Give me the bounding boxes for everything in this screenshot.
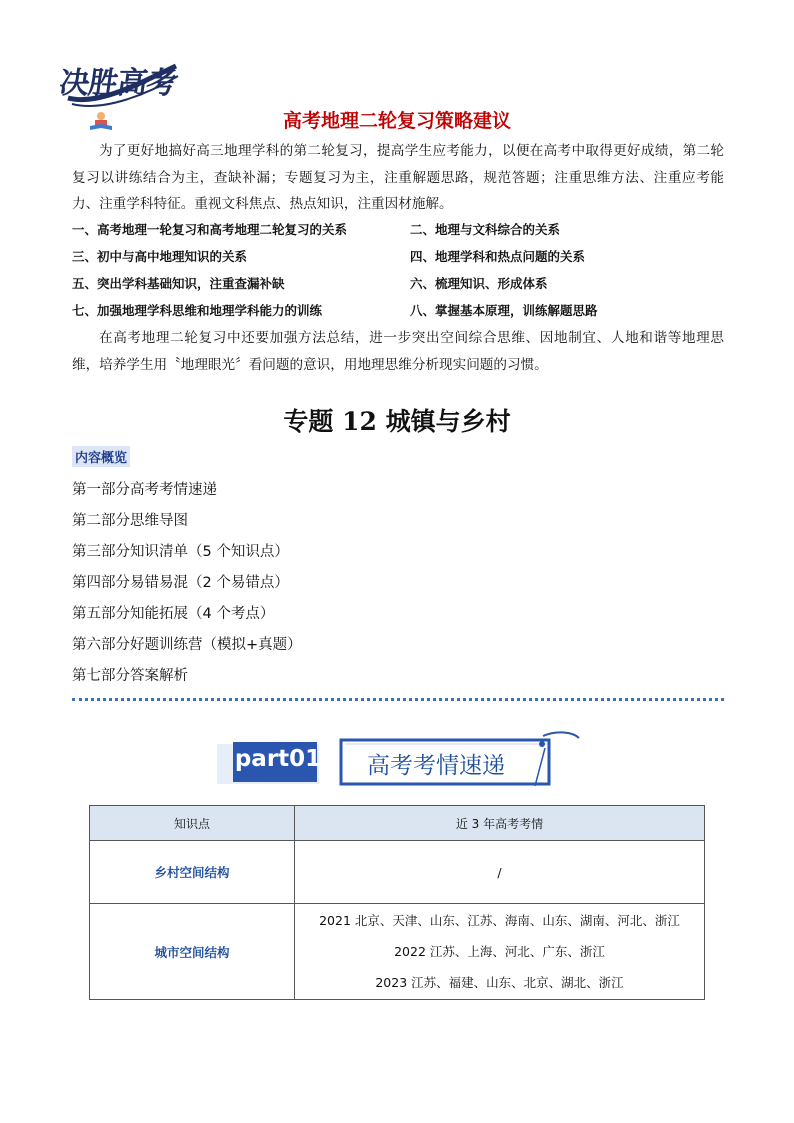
topic-title: 专题 12 城镇与乡村 (283, 407, 511, 436)
advice-intro: 为了更好地搞好高三地理学科的第二轮复习，提高学生应考能力，以便在高考中取得更好成绩，第二轮复习以讲练结合为主，查缺补漏；专题复习为主，注重解题思路，规范答题；注重思维方法、注重应考能力、注重学科特征。重视文科焦点、热点知识，注重因材施解。 (72, 143, 724, 212)
part-item[interactable]: 第一部分高考考情速递 (72, 482, 217, 498)
part-item[interactable]: 第四部分易错易混（2 个易错点） (72, 575, 289, 591)
advice-point: 五、突出学科基础知识，注重查漏补缺 (72, 276, 285, 291)
part-item[interactable]: 第五部分知能拓展（4 个考点） (72, 606, 275, 622)
exam-table (89, 805, 705, 1000)
logo-name: 决胜高考 (57, 66, 178, 101)
table-row (90, 904, 705, 1000)
advice-point-row (72, 297, 732, 324)
table-header-row (90, 806, 705, 841)
advice-point: 三、初中与高中地理知识的关系 (72, 249, 248, 264)
part-banner (217, 730, 597, 794)
part-item[interactable]: 第三部分知识清单（5 个知识点） (72, 544, 289, 560)
advice-point: 二、地理与文科综合的关系 (410, 222, 561, 237)
table-header: 知识点 (90, 806, 295, 841)
advice-point: 七、加强地理学科思维和地理学科能力的训练 (72, 303, 323, 318)
exam-line: 2022 江苏、上海、河北、广东、浙江 (394, 944, 605, 959)
knowledge-point: 城市空间结构 (90, 904, 295, 1000)
exam-line: 2021 北京、天津、山东、江苏、海南、山东、湖南、河北、浙江 (319, 913, 680, 928)
part-item[interactable]: 第六部分好题训练营（模拟+真题） (72, 637, 302, 653)
advice-point: 四、地理学科和热点问题的关系 (410, 249, 586, 264)
exam-line: 2023 江苏、福建、山东、北京、湖北、浙江 (375, 975, 624, 990)
advice-closing: 在高考地理二轮复习中还要加强方法总结，进一步突出空间综合思维、因地制宜、人地和谐等地理思维，培养学生用〝地理眼光〞看问题的意识，用地理思维分析现实问题的习惯。 (72, 330, 724, 373)
advice-point-row (72, 243, 732, 270)
table-row (90, 841, 705, 904)
advice-point: 八、掌握基本原理，训练解题思路 (410, 303, 598, 318)
parts-list (72, 478, 302, 695)
advice-point: 一、高考地理一轮复习和高考地理二轮复习的关系 (72, 222, 348, 237)
advice-points (72, 216, 732, 324)
advice-point: 六、梳理知识、形成体系 (410, 276, 548, 291)
part-item[interactable]: 第二部分思维导图 (72, 513, 188, 529)
part-title: 高考考情速递 (367, 753, 505, 779)
section-divider (72, 698, 724, 701)
knowledge-point: 乡村空间结构 (90, 841, 295, 904)
part-item[interactable]: 第七部分答案解析 (72, 668, 188, 684)
table-header: 近 3 年高考考情 (295, 806, 705, 841)
exam-line: / (497, 864, 502, 880)
part-label: part01 (234, 746, 322, 772)
advice-title: 高考地理二轮复习策略建议 (282, 110, 511, 132)
advice-point-row (72, 216, 732, 243)
exam-info (295, 841, 705, 904)
advice-point-row (72, 270, 732, 297)
overview-label: 内容概览 (72, 446, 130, 467)
exam-info (295, 904, 705, 1000)
